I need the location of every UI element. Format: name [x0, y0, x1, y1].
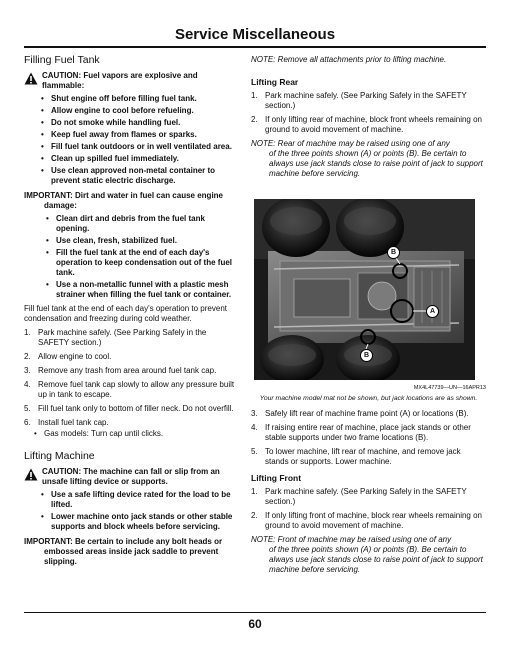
step-text: Allow engine to cool. — [38, 352, 112, 361]
step-item — [251, 423, 486, 443]
step-sub-list — [34, 429, 239, 439]
step-text: If raising entire rear of machine, place jack stands or other stable supports under two frame locations (B). — [265, 423, 471, 442]
step-item: 2. Allow engine to cool. — [24, 352, 112, 361]
figure-caption: Your machine model mat not be shown, but jack locations are as shown. — [259, 395, 478, 402]
important-notice-lifting — [24, 537, 239, 567]
note-front — [251, 535, 486, 575]
step-text: To lower machine, lift rear of machine, and remove jack stands or supports. Lower machine. — [265, 447, 461, 466]
step-text: Install fuel tank cap. — [38, 418, 109, 427]
list-item: • Use a safe lifting device rated for the load to be lifted. — [41, 490, 239, 510]
list-item: • Use a non-metallic funnel with a plastic mesh strainer when filling the fuel tank or container. — [46, 280, 239, 300]
list-item: • Lower machine onto jack stands or other stable supports and block wheels before servicing. — [41, 512, 239, 532]
page-number: 60 — [248, 617, 262, 631]
callout-b-lower: B — [360, 349, 373, 362]
front-steps — [251, 487, 486, 531]
step-item: 2. If only lifting front of machine, block rear wheels remaining on ground to avoid movement of machine. — [251, 511, 486, 531]
header-rule — [24, 46, 486, 48]
step-text: Safely lift rear of machine frame point (A) or locations (B). — [265, 409, 469, 418]
caution-text: CAUTION: Fuel vapors are explosive and flammable: — [42, 71, 198, 90]
note-rear — [251, 139, 486, 179]
list-item: • Clean up spilled fuel immediately. — [41, 154, 239, 164]
step-item: 1. Park machine safely. (See Parking Safely in the SAFETY section.) — [251, 487, 486, 507]
fuel-steps — [24, 328, 239, 439]
figure-reference-code: MX4L47739—UN—16APR13 — [413, 385, 486, 391]
warning-triangle-icon — [24, 72, 38, 85]
caution-lifting — [24, 467, 239, 487]
step-text: If only lifting front of machine, block rear wheels remaining on ground to avoid movement of machine. — [265, 511, 482, 530]
callout-a: A — [426, 305, 439, 318]
rear-steps — [251, 91, 486, 135]
note-lead: NOTE: Rear of machine may be raised using one of any — [251, 139, 450, 148]
section-heading-filling-fuel-tank: Filling Fuel Tank — [24, 54, 100, 66]
step-item: 1. Park machine safely. (See Parking Safely in the SAFETY section.) — [251, 91, 486, 111]
caution-list — [41, 94, 239, 186]
step-text: Fill fuel tank only to bottom of filler neck. Do not overfill. — [38, 404, 234, 413]
list-item: • Use clean, fresh, stabilized fuel. — [46, 236, 239, 246]
list-item: • Do not smoke while handling fuel. — [41, 118, 239, 128]
step-text: Park machine safely. (See Parking Safely in the SAFETY section.) — [38, 328, 207, 347]
important-cont: embossed areas inside jack saddle to prevent slipping. — [44, 547, 219, 566]
step-item: 2. If only lifting rear of machine, block front wheels remaining on ground to avoid movement of machine. — [251, 115, 486, 135]
caution-fuel — [24, 71, 239, 91]
step-text: Park machine safely. (See Parking Safely in the SAFETY section.) — [265, 91, 467, 110]
list-item: • Keep fuel away from flames or sparks. — [41, 130, 239, 140]
step-text: Park machine safely. (See Parking Safely in the SAFETY section.) — [265, 487, 467, 506]
list-item: • Use clean approved non-metal container to prevent static electric discharge. — [41, 166, 239, 186]
step-item — [251, 409, 486, 419]
list-item: • Shut engine off before filling fuel tank. — [41, 94, 239, 104]
step-item — [251, 447, 486, 467]
machine-underside-photo — [254, 199, 475, 380]
step-item: 3. Remove any trash from area around fuel tank cap. — [24, 366, 217, 375]
section-heading-lifting-machine: Lifting Machine — [24, 450, 95, 462]
note-lead: NOTE: Front of machine may be raised using one of any — [251, 535, 452, 544]
step-number: 3. — [251, 409, 258, 418]
important-lead: IMPORTANT: Dirt and water in fuel can cause engine — [24, 191, 223, 200]
step-item: 5. Fill fuel tank only to bottom of filler neck. Do not overfill. — [24, 404, 234, 413]
section-heading-lifting-front: Lifting Front — [251, 473, 302, 483]
rear-steps-continued — [251, 409, 486, 467]
right-column — [251, 53, 486, 581]
callout-b-upper: B — [387, 246, 400, 259]
left-column — [24, 53, 239, 570]
list-item: • Clean dirt and debris from the fuel tank opening. — [46, 214, 239, 234]
footer-rule — [24, 612, 486, 613]
list-item: • Fill fuel tank outdoors or in well ventilated area. — [41, 142, 239, 152]
important-notice-fuel — [24, 191, 239, 211]
warning-triangle-icon — [24, 468, 38, 481]
list-item: • Gas models: Turn cap until clicks. — [34, 429, 239, 439]
section-heading-lifting-rear: Lifting Rear — [251, 77, 299, 87]
step-text: Remove fuel tank cap slowly to allow any pressure built up in tank to escape. — [38, 380, 235, 399]
important-list — [46, 214, 239, 300]
step-text: Remove any trash from area around fuel tank cap. — [38, 366, 217, 375]
note-remove-attachments: NOTE: Remove all attachments prior to lifting machine. — [251, 55, 447, 64]
caution-text: CAUTION: The machine can fall or slip from an unsafe lifting device or supports. — [42, 467, 220, 486]
list-item: • Allow engine to cool before refueling. — [41, 106, 239, 116]
important-cont: damage: — [44, 201, 77, 210]
step-item: 6. Install fuel tank cap. • Gas models: Turn cap until clicks. — [24, 418, 239, 439]
note-cont: of the three points shown (A) or points (B). Be certain to always use jack stands close to raise point of jack to support machine before servicing. — [269, 545, 483, 574]
step-item: 4. Remove fuel tank cap slowly to allow any pressure built up in tank to escape. — [24, 380, 239, 400]
caution-list — [41, 490, 239, 532]
step-text: If only lifting rear of machine, block front wheels remaining on ground to avoid movement of machine. — [265, 115, 482, 134]
step-item: 1. Park machine safely. (See Parking Safely in the SAFETY section.) — [24, 328, 239, 348]
fuel-intro-paragraph: Fill fuel tank at the end of each day's operation to prevent condensation and freezing during cold weather. — [24, 304, 227, 323]
note-cont: of the three points shown (A) or points (B). Be certain to always use jack stands close to raise point of jack to support machine before servicing. — [269, 149, 483, 178]
page-title: Service Miscellaneous — [174, 26, 336, 43]
step-number: 5. — [251, 447, 258, 456]
step-number: 4. — [251, 423, 258, 432]
important-lead: IMPORTANT: Be certain to include any bolt heads or — [24, 537, 223, 546]
list-item: • Fill the fuel tank at the end of each day's operation to keep condensation out of the fuel tank. — [46, 248, 239, 278]
